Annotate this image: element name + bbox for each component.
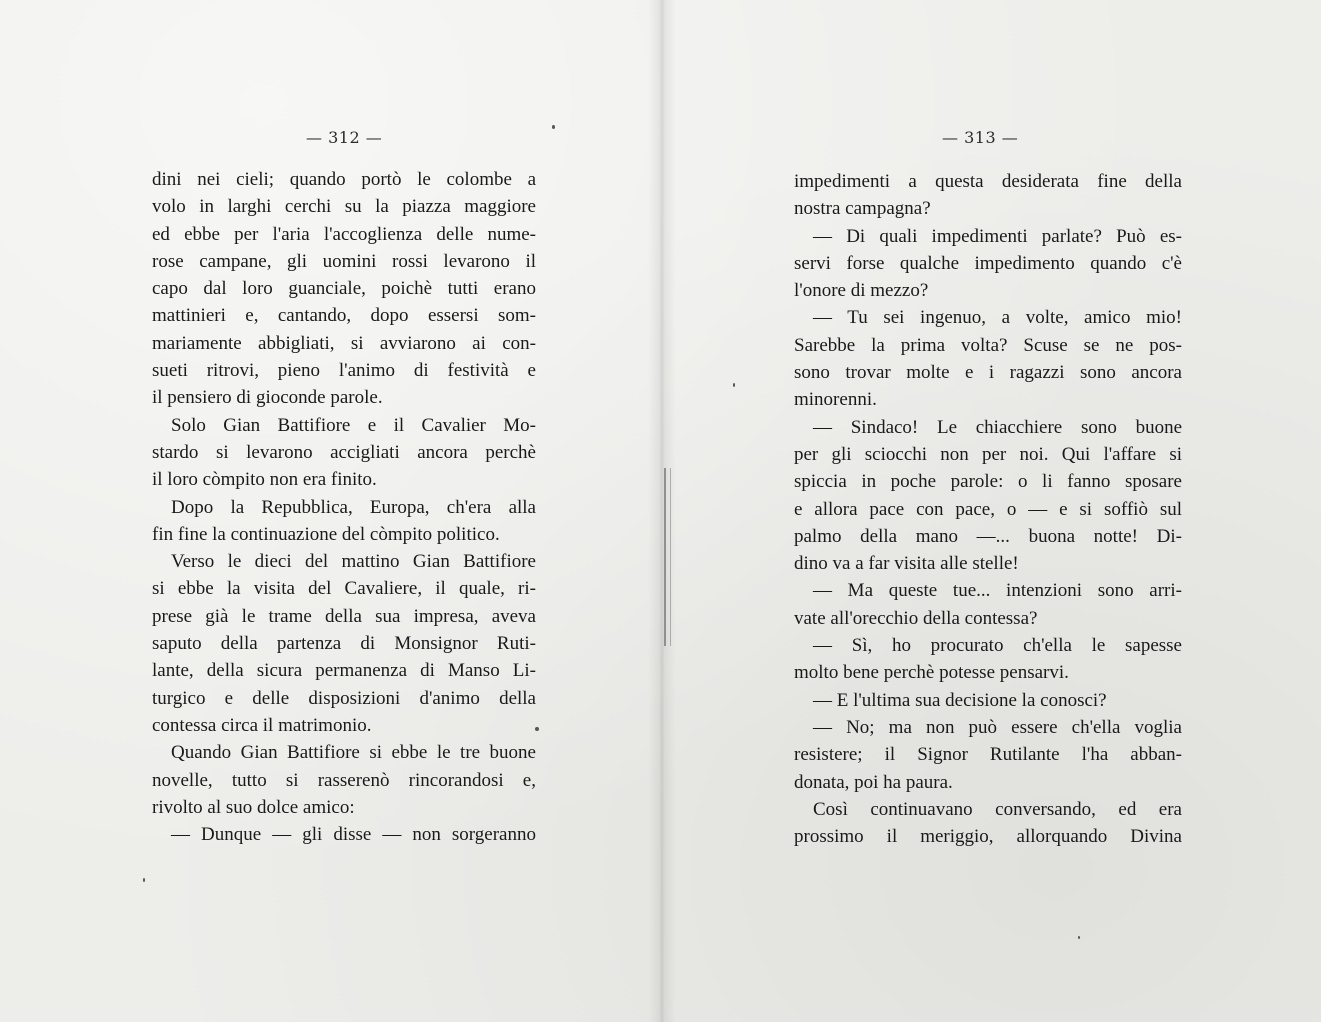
text-line: palmo della mano —... buona notte! Di- <box>794 525 1182 547</box>
text-line: Quando Gian Battifiore si ebbe le tre buone <box>171 742 536 764</box>
text-line: e allora pace con pace, o — e si soffiò sul <box>794 498 1182 520</box>
text-line: lante, della sicura permanenza di Manso Li- <box>152 660 536 682</box>
text-line: molto bene perchè potesse pensarvi. <box>794 662 1069 684</box>
text-line: il loro còmpito non era finito. <box>152 469 377 491</box>
text-line: capo dal loro guanciale, poichè tutti erano <box>152 278 536 300</box>
left-page-number: — 312 — <box>306 128 383 147</box>
text-line: — Dunque — gli disse — non sorgeranno <box>171 824 536 846</box>
text-line: sono trovar molte e i ragazzi sono ancora <box>794 362 1182 384</box>
text-line: contessa circa il matrimonio. <box>152 714 372 736</box>
text-line: Dopo la Repubblica, Europa, ch'era alla <box>171 496 536 518</box>
text-line: dini nei cieli; quando portò le colombe a <box>152 169 536 190</box>
text-line: servi forse qualche impedimento quando c'è <box>794 252 1182 274</box>
text-line: prese già le trame della sua impresa, aveva <box>152 605 536 627</box>
text-line: donata, poi ha paura. <box>794 771 953 793</box>
text-line: rivolto al suo dolce amico: <box>152 796 355 818</box>
text-line: — Di quali impedimenti parlate? Può es- <box>813 225 1182 247</box>
text-line: — Sindaco! Le chiacchiere sono buone <box>813 416 1182 438</box>
text-line: prossimo il meriggio, allorquando Divina <box>794 826 1182 848</box>
text-line: vate all'orecchio della contessa? <box>794 607 1038 629</box>
text-line: nostra campagna? <box>794 198 931 220</box>
text-line: stardo si levarono accigliati ancora perchè <box>152 441 536 463</box>
text-line: Così continuavano conversando, ed era <box>813 798 1182 820</box>
text-line: minorenni. <box>794 389 877 411</box>
text-line: Solo Gian Battifiore e il Cavalier Mo- <box>171 414 536 436</box>
text-line: — Tu sei ingenuo, a volte, amico mio! <box>813 307 1182 329</box>
text-line: — Sì, ho procurato ch'ella le sapesse <box>813 635 1182 657</box>
text-line: per gli sciocchi non per noi. Qui l'affare si <box>794 443 1182 465</box>
text-line: l'onore di mezzo? <box>794 280 929 302</box>
text-line: saputo della partenza di Monsignor Ruti- <box>152 633 536 655</box>
text-line: spiccia in poche parole: o li fanno sposare <box>794 471 1182 493</box>
text-line: — Ma queste tue... intenzioni sono arri- <box>813 580 1182 602</box>
text-line: impedimenti a questa desiderata fine della <box>794 171 1182 192</box>
text-line: resistere; il Signor Rutilante l'ha abban- <box>794 744 1182 766</box>
text-line: — No; ma non può essere ch'ella voglia <box>813 716 1182 738</box>
text-line: rose campane, gli uomini rossi levarono il <box>152 250 536 272</box>
right-page-text <box>794 168 1182 850</box>
text-line: dino va a far visita alle stelle! <box>794 553 1019 575</box>
text-line: Verso le dieci del mattino Gian Battifiore <box>171 551 536 573</box>
text-line: turgico e delle disposizioni d'animo della <box>152 687 536 709</box>
text-line: ed ebbe per l'aria l'accoglienza delle nume- <box>152 223 536 245</box>
text-line: fin fine la continuazione del còmpito politico. <box>152 523 500 545</box>
text-line: volo in larghi cerchi su la piazza maggiore <box>152 196 536 218</box>
right-page-number: — 313 — <box>942 128 1019 147</box>
text-line: sueti ritrovi, pieno l'animo di festività e <box>152 360 536 382</box>
text-line: si ebbe la visita del Cavaliere, il quale, ri- <box>152 578 536 600</box>
left-page-text <box>152 166 536 848</box>
right-page <box>660 0 1321 1022</box>
text-line: mariamente abbigliati, si avviarono ai con- <box>152 332 536 354</box>
text-line: — E l'ultima sua decisione la conosci? <box>813 689 1107 711</box>
text-line: novelle, tutto si rasserenò rincorandosi e, <box>152 769 536 791</box>
left-page <box>0 0 660 1022</box>
text-line: il pensiero di gioconde parole. <box>152 387 383 409</box>
text-line: mattinieri e, cantando, dopo essersi som- <box>152 305 536 327</box>
text-line: Sarebbe la prima volta? Scuse se ne pos- <box>794 334 1182 356</box>
